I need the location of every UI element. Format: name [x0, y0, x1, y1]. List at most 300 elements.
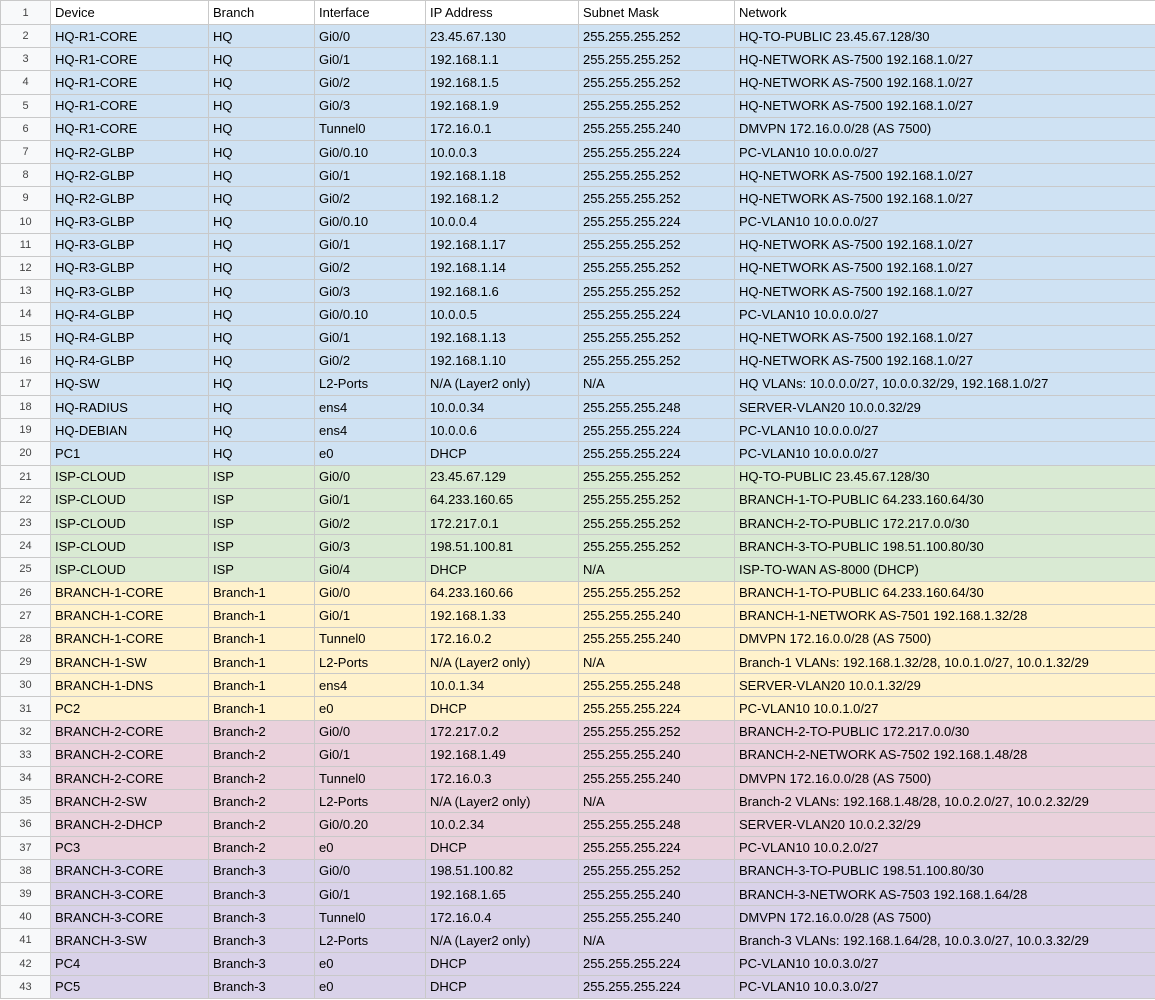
cell-network[interactable]: ISP-TO-WAN AS-8000 (DHCP)	[735, 558, 1155, 581]
row-number[interactable]: 12	[1, 256, 51, 279]
cell-branch[interactable]: Branch-3	[209, 906, 315, 929]
row-number[interactable]: 18	[1, 396, 51, 419]
cell-branch[interactable]: ISP	[209, 465, 315, 488]
cell-interface[interactable]: L2-Ports	[315, 929, 426, 952]
cell-ip-address[interactable]: 192.168.1.2	[426, 187, 579, 210]
cell-device[interactable]: BRANCH-3-SW	[51, 929, 209, 952]
cell-ip-address[interactable]: 192.168.1.13	[426, 326, 579, 349]
cell-network[interactable]: HQ-NETWORK AS-7500 192.168.1.0/27	[735, 187, 1155, 210]
row-number[interactable]: 25	[1, 558, 51, 581]
cell-ip-address[interactable]: 192.168.1.6	[426, 280, 579, 303]
cell-network[interactable]: Branch-3 VLANs: 192.168.1.64/28, 10.0.3.0/27, 10.0.3.32/29	[735, 929, 1155, 952]
cell-network[interactable]: SERVER-VLAN20 10.0.1.32/29	[735, 674, 1155, 697]
cell-device[interactable]: BRANCH-2-SW	[51, 790, 209, 813]
row-number[interactable]: 15	[1, 326, 51, 349]
row-number[interactable]: 38	[1, 859, 51, 882]
cell-ip-address[interactable]: 10.0.2.34	[426, 813, 579, 836]
cell-ip-address[interactable]: 10.0.0.5	[426, 303, 579, 326]
row-number[interactable]: 13	[1, 280, 51, 303]
cell-ip-address[interactable]: 172.16.0.2	[426, 627, 579, 650]
cell-subnet-mask[interactable]: 255.255.255.252	[579, 535, 735, 558]
cell-subnet-mask[interactable]: 255.255.255.252	[579, 256, 735, 279]
cell-subnet-mask[interactable]: 255.255.255.240	[579, 906, 735, 929]
cell-ip-address[interactable]: DHCP	[426, 952, 579, 975]
cell-network[interactable]: SERVER-VLAN20 10.0.0.32/29	[735, 396, 1155, 419]
cell-device[interactable]: HQ-R2-GLBP	[51, 164, 209, 187]
cell-interface[interactable]: Gi0/1	[315, 743, 426, 766]
cell-branch[interactable]: HQ	[209, 164, 315, 187]
cell-interface[interactable]: Gi0/1	[315, 488, 426, 511]
cell-subnet-mask[interactable]: 255.255.255.240	[579, 743, 735, 766]
cell-subnet-mask[interactable]: 255.255.255.248	[579, 674, 735, 697]
cell-ip-address[interactable]: N/A (Layer2 only)	[426, 790, 579, 813]
cell-interface[interactable]: Gi0/2	[315, 187, 426, 210]
cell-device[interactable]: BRANCH-2-CORE	[51, 743, 209, 766]
header-network[interactable]: Network	[735, 1, 1155, 25]
row-number[interactable]: 32	[1, 720, 51, 743]
cell-ip-address[interactable]: 172.16.0.1	[426, 117, 579, 140]
row-number[interactable]: 22	[1, 488, 51, 511]
cell-network[interactable]: Branch-2 VLANs: 192.168.1.48/28, 10.0.2.0/27, 10.0.2.32/29	[735, 790, 1155, 813]
cell-subnet-mask[interactable]: 255.255.255.252	[579, 71, 735, 94]
cell-device[interactable]: PC1	[51, 442, 209, 465]
cell-ip-address[interactable]: 64.233.160.65	[426, 488, 579, 511]
cell-device[interactable]: BRANCH-3-CORE	[51, 882, 209, 905]
cell-branch[interactable]: HQ	[209, 117, 315, 140]
row-number[interactable]: 39	[1, 882, 51, 905]
cell-ip-address[interactable]: 10.0.1.34	[426, 674, 579, 697]
header-device[interactable]: Device	[51, 1, 209, 25]
row-number[interactable]: 33	[1, 743, 51, 766]
row-number[interactable]: 10	[1, 210, 51, 233]
cell-subnet-mask[interactable]: 255.255.255.252	[579, 48, 735, 71]
cell-network[interactable]: BRANCH-1-TO-PUBLIC 64.233.160.64/30	[735, 581, 1155, 604]
row-number[interactable]: 21	[1, 465, 51, 488]
cell-network[interactable]: HQ VLANs: 10.0.0.0/27, 10.0.0.32/29, 192.168.1.0/27	[735, 372, 1155, 395]
row-number[interactable]: 27	[1, 604, 51, 627]
cell-network[interactable]: DMVPN 172.16.0.0/28 (AS 7500)	[735, 117, 1155, 140]
row-number[interactable]: 36	[1, 813, 51, 836]
row-number[interactable]: 8	[1, 164, 51, 187]
cell-ip-address[interactable]: N/A (Layer2 only)	[426, 929, 579, 952]
cell-device[interactable]: BRANCH-1-DNS	[51, 674, 209, 697]
row-number[interactable]: 26	[1, 581, 51, 604]
cell-subnet-mask[interactable]: 255.255.255.248	[579, 396, 735, 419]
cell-network[interactable]: BRANCH-3-NETWORK AS-7503 192.168.1.64/28	[735, 882, 1155, 905]
cell-ip-address[interactable]: 192.168.1.65	[426, 882, 579, 905]
cell-network[interactable]: PC-VLAN10 10.0.3.0/27	[735, 952, 1155, 975]
cell-branch[interactable]: ISP	[209, 535, 315, 558]
cell-subnet-mask[interactable]: N/A	[579, 929, 735, 952]
cell-subnet-mask[interactable]: N/A	[579, 558, 735, 581]
cell-interface[interactable]: ens4	[315, 674, 426, 697]
cell-device[interactable]: BRANCH-1-CORE	[51, 627, 209, 650]
cell-interface[interactable]: Tunnel0	[315, 627, 426, 650]
cell-subnet-mask[interactable]: 255.255.255.240	[579, 767, 735, 790]
cell-device[interactable]: PC3	[51, 836, 209, 859]
cell-network[interactable]: PC-VLAN10 10.0.0.0/27	[735, 419, 1155, 442]
cell-subnet-mask[interactable]: 255.255.255.224	[579, 210, 735, 233]
row-number[interactable]: 2	[1, 25, 51, 48]
cell-branch[interactable]: HQ	[209, 419, 315, 442]
cell-interface[interactable]: Gi0/1	[315, 164, 426, 187]
cell-device[interactable]: HQ-R2-GLBP	[51, 187, 209, 210]
cell-network[interactable]: DMVPN 172.16.0.0/28 (AS 7500)	[735, 767, 1155, 790]
cell-ip-address[interactable]: N/A (Layer2 only)	[426, 651, 579, 674]
row-number[interactable]: 5	[1, 94, 51, 117]
cell-branch[interactable]: Branch-2	[209, 790, 315, 813]
cell-branch[interactable]: HQ	[209, 256, 315, 279]
cell-network[interactable]: PC-VLAN10 10.0.2.0/27	[735, 836, 1155, 859]
header-interface[interactable]: Interface	[315, 1, 426, 25]
cell-network[interactable]: PC-VLAN10 10.0.0.0/27	[735, 442, 1155, 465]
cell-network[interactable]: PC-VLAN10 10.0.1.0/27	[735, 697, 1155, 720]
row-number[interactable]: 20	[1, 442, 51, 465]
cell-ip-address[interactable]: 192.168.1.49	[426, 743, 579, 766]
cell-interface[interactable]: Tunnel0	[315, 767, 426, 790]
cell-device[interactable]: HQ-R3-GLBP	[51, 233, 209, 256]
cell-device[interactable]: BRANCH-2-CORE	[51, 720, 209, 743]
cell-interface[interactable]: Gi0/3	[315, 94, 426, 117]
cell-subnet-mask[interactable]: N/A	[579, 372, 735, 395]
row-number[interactable]: 23	[1, 511, 51, 534]
cell-subnet-mask[interactable]: 255.255.255.252	[579, 25, 735, 48]
cell-interface[interactable]: Gi0/1	[315, 882, 426, 905]
cell-interface[interactable]: Gi0/1	[315, 326, 426, 349]
cell-branch[interactable]: Branch-1	[209, 581, 315, 604]
cell-ip-address[interactable]: 192.168.1.14	[426, 256, 579, 279]
cell-branch[interactable]: Branch-2	[209, 836, 315, 859]
cell-device[interactable]: PC2	[51, 697, 209, 720]
cell-network[interactable]: BRANCH-2-NETWORK AS-7502 192.168.1.48/28	[735, 743, 1155, 766]
cell-branch[interactable]: Branch-3	[209, 929, 315, 952]
cell-branch[interactable]: HQ	[209, 187, 315, 210]
header-subnet-mask[interactable]: Subnet Mask	[579, 1, 735, 25]
row-number[interactable]: 34	[1, 767, 51, 790]
row-number[interactable]: 37	[1, 836, 51, 859]
cell-device[interactable]: BRANCH-1-SW	[51, 651, 209, 674]
cell-device[interactable]: HQ-R4-GLBP	[51, 349, 209, 372]
cell-subnet-mask[interactable]: 255.255.255.224	[579, 140, 735, 163]
cell-branch[interactable]: HQ	[209, 372, 315, 395]
cell-device[interactable]: HQ-R3-GLBP	[51, 280, 209, 303]
cell-network[interactable]: HQ-NETWORK AS-7500 192.168.1.0/27	[735, 71, 1155, 94]
cell-subnet-mask[interactable]: 255.255.255.240	[579, 627, 735, 650]
cell-branch[interactable]: Branch-3	[209, 975, 315, 998]
cell-subnet-mask[interactable]: 255.255.255.252	[579, 488, 735, 511]
cell-subnet-mask[interactable]: 255.255.255.240	[579, 882, 735, 905]
row-number[interactable]: 1	[1, 1, 51, 25]
cell-interface[interactable]: Gi0/2	[315, 511, 426, 534]
cell-network[interactable]: HQ-NETWORK AS-7500 192.168.1.0/27	[735, 94, 1155, 117]
cell-network[interactable]: PC-VLAN10 10.0.0.0/27	[735, 303, 1155, 326]
cell-subnet-mask[interactable]: 255.255.255.252	[579, 164, 735, 187]
cell-network[interactable]: Branch-1 VLANs: 192.168.1.32/28, 10.0.1.0/27, 10.0.1.32/29	[735, 651, 1155, 674]
cell-interface[interactable]: ens4	[315, 396, 426, 419]
cell-device[interactable]: HQ-R1-CORE	[51, 71, 209, 94]
cell-ip-address[interactable]: 64.233.160.66	[426, 581, 579, 604]
row-number[interactable]: 35	[1, 790, 51, 813]
cell-branch[interactable]: HQ	[209, 396, 315, 419]
cell-branch[interactable]: Branch-1	[209, 651, 315, 674]
cell-network[interactable]: BRANCH-2-TO-PUBLIC 172.217.0.0/30	[735, 511, 1155, 534]
row-number[interactable]: 14	[1, 303, 51, 326]
cell-device[interactable]: HQ-R1-CORE	[51, 25, 209, 48]
cell-device[interactable]: ISP-CLOUD	[51, 558, 209, 581]
cell-interface[interactable]: Gi0/4	[315, 558, 426, 581]
cell-ip-address[interactable]: 192.168.1.18	[426, 164, 579, 187]
cell-branch[interactable]: Branch-2	[209, 720, 315, 743]
cell-network[interactable]: HQ-NETWORK AS-7500 192.168.1.0/27	[735, 349, 1155, 372]
cell-network[interactable]: BRANCH-1-NETWORK AS-7501 192.168.1.32/28	[735, 604, 1155, 627]
cell-subnet-mask[interactable]: 255.255.255.252	[579, 465, 735, 488]
cell-interface[interactable]: e0	[315, 975, 426, 998]
cell-ip-address[interactable]: 198.51.100.82	[426, 859, 579, 882]
cell-subnet-mask[interactable]: 255.255.255.240	[579, 604, 735, 627]
cell-branch[interactable]: HQ	[209, 349, 315, 372]
row-number[interactable]: 43	[1, 975, 51, 998]
cell-interface[interactable]: Gi0/2	[315, 71, 426, 94]
cell-interface[interactable]: Gi0/1	[315, 48, 426, 71]
cell-branch[interactable]: Branch-1	[209, 674, 315, 697]
cell-device[interactable]: HQ-R1-CORE	[51, 94, 209, 117]
row-number[interactable]: 40	[1, 906, 51, 929]
cell-subnet-mask[interactable]: 255.255.255.224	[579, 697, 735, 720]
cell-ip-address[interactable]: 192.168.1.17	[426, 233, 579, 256]
cell-branch[interactable]: HQ	[209, 48, 315, 71]
cell-interface[interactable]: Gi0/0	[315, 465, 426, 488]
cell-network[interactable]: SERVER-VLAN20 10.0.2.32/29	[735, 813, 1155, 836]
cell-subnet-mask[interactable]: 255.255.255.224	[579, 836, 735, 859]
cell-interface[interactable]: Gi0/1	[315, 604, 426, 627]
cell-subnet-mask[interactable]: 255.255.255.252	[579, 280, 735, 303]
cell-device[interactable]: HQ-R1-CORE	[51, 117, 209, 140]
cell-ip-address[interactable]: DHCP	[426, 975, 579, 998]
cell-branch[interactable]: Branch-1	[209, 627, 315, 650]
cell-interface[interactable]: Gi0/0.10	[315, 140, 426, 163]
cell-subnet-mask[interactable]: 255.255.255.224	[579, 303, 735, 326]
cell-branch[interactable]: Branch-2	[209, 767, 315, 790]
cell-subnet-mask[interactable]: 255.255.255.252	[579, 581, 735, 604]
cell-interface[interactable]: e0	[315, 836, 426, 859]
cell-ip-address[interactable]: 23.45.67.130	[426, 25, 579, 48]
cell-branch[interactable]: HQ	[209, 140, 315, 163]
cell-ip-address[interactable]: DHCP	[426, 836, 579, 859]
cell-interface[interactable]: Gi0/0	[315, 581, 426, 604]
cell-subnet-mask[interactable]: 255.255.255.252	[579, 511, 735, 534]
cell-branch[interactable]: ISP	[209, 488, 315, 511]
cell-subnet-mask[interactable]: 255.255.255.252	[579, 720, 735, 743]
cell-network[interactable]: PC-VLAN10 10.0.0.0/27	[735, 140, 1155, 163]
cell-subnet-mask[interactable]: 255.255.255.252	[579, 859, 735, 882]
cell-branch[interactable]: HQ	[209, 326, 315, 349]
cell-branch[interactable]: HQ	[209, 280, 315, 303]
cell-device[interactable]: BRANCH-1-CORE	[51, 604, 209, 627]
cell-branch[interactable]: Branch-1	[209, 697, 315, 720]
cell-device[interactable]: HQ-R2-GLBP	[51, 140, 209, 163]
cell-subnet-mask[interactable]: 255.255.255.224	[579, 975, 735, 998]
row-number[interactable]: 24	[1, 535, 51, 558]
cell-ip-address[interactable]: 10.0.0.4	[426, 210, 579, 233]
cell-ip-address[interactable]: 172.16.0.3	[426, 767, 579, 790]
cell-ip-address[interactable]: DHCP	[426, 697, 579, 720]
cell-branch[interactable]: HQ	[209, 210, 315, 233]
cell-ip-address[interactable]: 10.0.0.34	[426, 396, 579, 419]
cell-branch[interactable]: Branch-3	[209, 882, 315, 905]
cell-device[interactable]: PC4	[51, 952, 209, 975]
cell-device[interactable]: BRANCH-2-CORE	[51, 767, 209, 790]
cell-branch[interactable]: Branch-3	[209, 859, 315, 882]
cell-interface[interactable]: Gi0/0	[315, 720, 426, 743]
cell-interface[interactable]: Gi0/3	[315, 535, 426, 558]
cell-interface[interactable]: Gi0/0.10	[315, 210, 426, 233]
cell-ip-address[interactable]: 172.16.0.4	[426, 906, 579, 929]
cell-interface[interactable]: Gi0/3	[315, 280, 426, 303]
cell-network[interactable]: DMVPN 172.16.0.0/28 (AS 7500)	[735, 906, 1155, 929]
cell-device[interactable]: BRANCH-3-CORE	[51, 906, 209, 929]
cell-ip-address[interactable]: 192.168.1.10	[426, 349, 579, 372]
cell-device[interactable]: ISP-CLOUD	[51, 511, 209, 534]
cell-branch[interactable]: Branch-1	[209, 604, 315, 627]
cell-network[interactable]: BRANCH-3-TO-PUBLIC 198.51.100.80/30	[735, 535, 1155, 558]
row-number[interactable]: 30	[1, 674, 51, 697]
row-number[interactable]: 31	[1, 697, 51, 720]
cell-network[interactable]: HQ-NETWORK AS-7500 192.168.1.0/27	[735, 280, 1155, 303]
row-number[interactable]: 11	[1, 233, 51, 256]
row-number[interactable]: 4	[1, 71, 51, 94]
cell-subnet-mask[interactable]: 255.255.255.252	[579, 326, 735, 349]
cell-interface[interactable]: L2-Ports	[315, 372, 426, 395]
cell-subnet-mask[interactable]: 255.255.255.224	[579, 952, 735, 975]
cell-network[interactable]: HQ-NETWORK AS-7500 192.168.1.0/27	[735, 233, 1155, 256]
cell-device[interactable]: PC5	[51, 975, 209, 998]
cell-branch[interactable]: Branch-2	[209, 813, 315, 836]
cell-ip-address[interactable]: N/A (Layer2 only)	[426, 372, 579, 395]
row-number[interactable]: 7	[1, 140, 51, 163]
cell-device[interactable]: ISP-CLOUD	[51, 488, 209, 511]
cell-interface[interactable]: L2-Ports	[315, 651, 426, 674]
row-number[interactable]: 42	[1, 952, 51, 975]
cell-interface[interactable]: L2-Ports	[315, 790, 426, 813]
cell-interface[interactable]: Gi0/1	[315, 233, 426, 256]
cell-interface[interactable]: Tunnel0	[315, 906, 426, 929]
cell-network[interactable]: HQ-NETWORK AS-7500 192.168.1.0/27	[735, 256, 1155, 279]
cell-network[interactable]: HQ-NETWORK AS-7500 192.168.1.0/27	[735, 326, 1155, 349]
cell-device[interactable]: ISP-CLOUD	[51, 465, 209, 488]
cell-subnet-mask[interactable]: 255.255.255.248	[579, 813, 735, 836]
cell-ip-address[interactable]: DHCP	[426, 558, 579, 581]
cell-branch[interactable]: HQ	[209, 94, 315, 117]
row-number[interactable]: 6	[1, 117, 51, 140]
cell-device[interactable]: HQ-R1-CORE	[51, 48, 209, 71]
cell-ip-address[interactable]: 172.217.0.1	[426, 511, 579, 534]
cell-branch[interactable]: HQ	[209, 303, 315, 326]
cell-network[interactable]: PC-VLAN10 10.0.0.0/27	[735, 210, 1155, 233]
cell-device[interactable]: BRANCH-3-CORE	[51, 859, 209, 882]
header-ip-address[interactable]: IP Address	[426, 1, 579, 25]
cell-interface[interactable]: Gi0/2	[315, 349, 426, 372]
cell-network[interactable]: HQ-TO-PUBLIC 23.45.67.128/30	[735, 465, 1155, 488]
cell-device[interactable]: HQ-DEBIAN	[51, 419, 209, 442]
cell-network[interactable]: PC-VLAN10 10.0.3.0/27	[735, 975, 1155, 998]
cell-ip-address[interactable]: 192.168.1.1	[426, 48, 579, 71]
cell-interface[interactable]: e0	[315, 697, 426, 720]
row-number[interactable]: 29	[1, 651, 51, 674]
cell-ip-address[interactable]: 10.0.0.3	[426, 140, 579, 163]
cell-branch[interactable]: Branch-2	[209, 743, 315, 766]
row-number[interactable]: 9	[1, 187, 51, 210]
row-number[interactable]: 16	[1, 349, 51, 372]
cell-device[interactable]: BRANCH-2-DHCP	[51, 813, 209, 836]
cell-subnet-mask[interactable]: 255.255.255.224	[579, 419, 735, 442]
cell-ip-address[interactable]: 198.51.100.81	[426, 535, 579, 558]
row-number[interactable]: 17	[1, 372, 51, 395]
cell-ip-address[interactable]: 10.0.0.6	[426, 419, 579, 442]
cell-device[interactable]: BRANCH-1-CORE	[51, 581, 209, 604]
cell-branch[interactable]: ISP	[209, 558, 315, 581]
cell-subnet-mask[interactable]: 255.255.255.240	[579, 117, 735, 140]
cell-network[interactable]: BRANCH-1-TO-PUBLIC 64.233.160.64/30	[735, 488, 1155, 511]
cell-network[interactable]: BRANCH-3-TO-PUBLIC 198.51.100.80/30	[735, 859, 1155, 882]
cell-interface[interactable]: e0	[315, 442, 426, 465]
cell-subnet-mask[interactable]: 255.255.255.252	[579, 233, 735, 256]
row-number[interactable]: 19	[1, 419, 51, 442]
cell-network[interactable]: BRANCH-2-TO-PUBLIC 172.217.0.0/30	[735, 720, 1155, 743]
cell-device[interactable]: HQ-R3-GLBP	[51, 256, 209, 279]
cell-subnet-mask[interactable]: 255.255.255.252	[579, 94, 735, 117]
cell-ip-address[interactable]: 192.168.1.9	[426, 94, 579, 117]
cell-network[interactable]: DMVPN 172.16.0.0/28 (AS 7500)	[735, 627, 1155, 650]
cell-subnet-mask[interactable]: 255.255.255.224	[579, 442, 735, 465]
cell-interface[interactable]: ens4	[315, 419, 426, 442]
cell-interface[interactable]: Gi0/2	[315, 256, 426, 279]
row-number[interactable]: 28	[1, 627, 51, 650]
cell-ip-address[interactable]: 23.45.67.129	[426, 465, 579, 488]
cell-network[interactable]: HQ-NETWORK AS-7500 192.168.1.0/27	[735, 164, 1155, 187]
cell-branch[interactable]: HQ	[209, 25, 315, 48]
cell-interface[interactable]: Gi0/0.10	[315, 303, 426, 326]
cell-device[interactable]: HQ-RADIUS	[51, 396, 209, 419]
cell-device[interactable]: HQ-SW	[51, 372, 209, 395]
cell-subnet-mask[interactable]: N/A	[579, 790, 735, 813]
cell-branch[interactable]: HQ	[209, 233, 315, 256]
cell-subnet-mask[interactable]: N/A	[579, 651, 735, 674]
cell-ip-address[interactable]: 192.168.1.5	[426, 71, 579, 94]
cell-branch[interactable]: HQ	[209, 71, 315, 94]
cell-interface[interactable]: e0	[315, 952, 426, 975]
header-branch[interactable]: Branch	[209, 1, 315, 25]
cell-interface[interactable]: Gi0/0	[315, 859, 426, 882]
row-number[interactable]: 41	[1, 929, 51, 952]
cell-subnet-mask[interactable]: 255.255.255.252	[579, 349, 735, 372]
cell-interface[interactable]: Gi0/0.20	[315, 813, 426, 836]
cell-ip-address[interactable]: DHCP	[426, 442, 579, 465]
cell-subnet-mask[interactable]: 255.255.255.252	[579, 187, 735, 210]
cell-branch[interactable]: HQ	[209, 442, 315, 465]
cell-branch[interactable]: Branch-3	[209, 952, 315, 975]
cell-network[interactable]: HQ-TO-PUBLIC 23.45.67.128/30	[735, 25, 1155, 48]
cell-interface[interactable]: Tunnel0	[315, 117, 426, 140]
cell-ip-address[interactable]: 172.217.0.2	[426, 720, 579, 743]
cell-interface[interactable]: Gi0/0	[315, 25, 426, 48]
cell-network[interactable]: HQ-NETWORK AS-7500 192.168.1.0/27	[735, 48, 1155, 71]
row-number[interactable]: 3	[1, 48, 51, 71]
cell-device[interactable]: ISP-CLOUD	[51, 535, 209, 558]
cell-ip-address[interactable]: 192.168.1.33	[426, 604, 579, 627]
cell-device[interactable]: HQ-R3-GLBP	[51, 210, 209, 233]
cell-device[interactable]: HQ-R4-GLBP	[51, 326, 209, 349]
cell-device[interactable]: HQ-R4-GLBP	[51, 303, 209, 326]
